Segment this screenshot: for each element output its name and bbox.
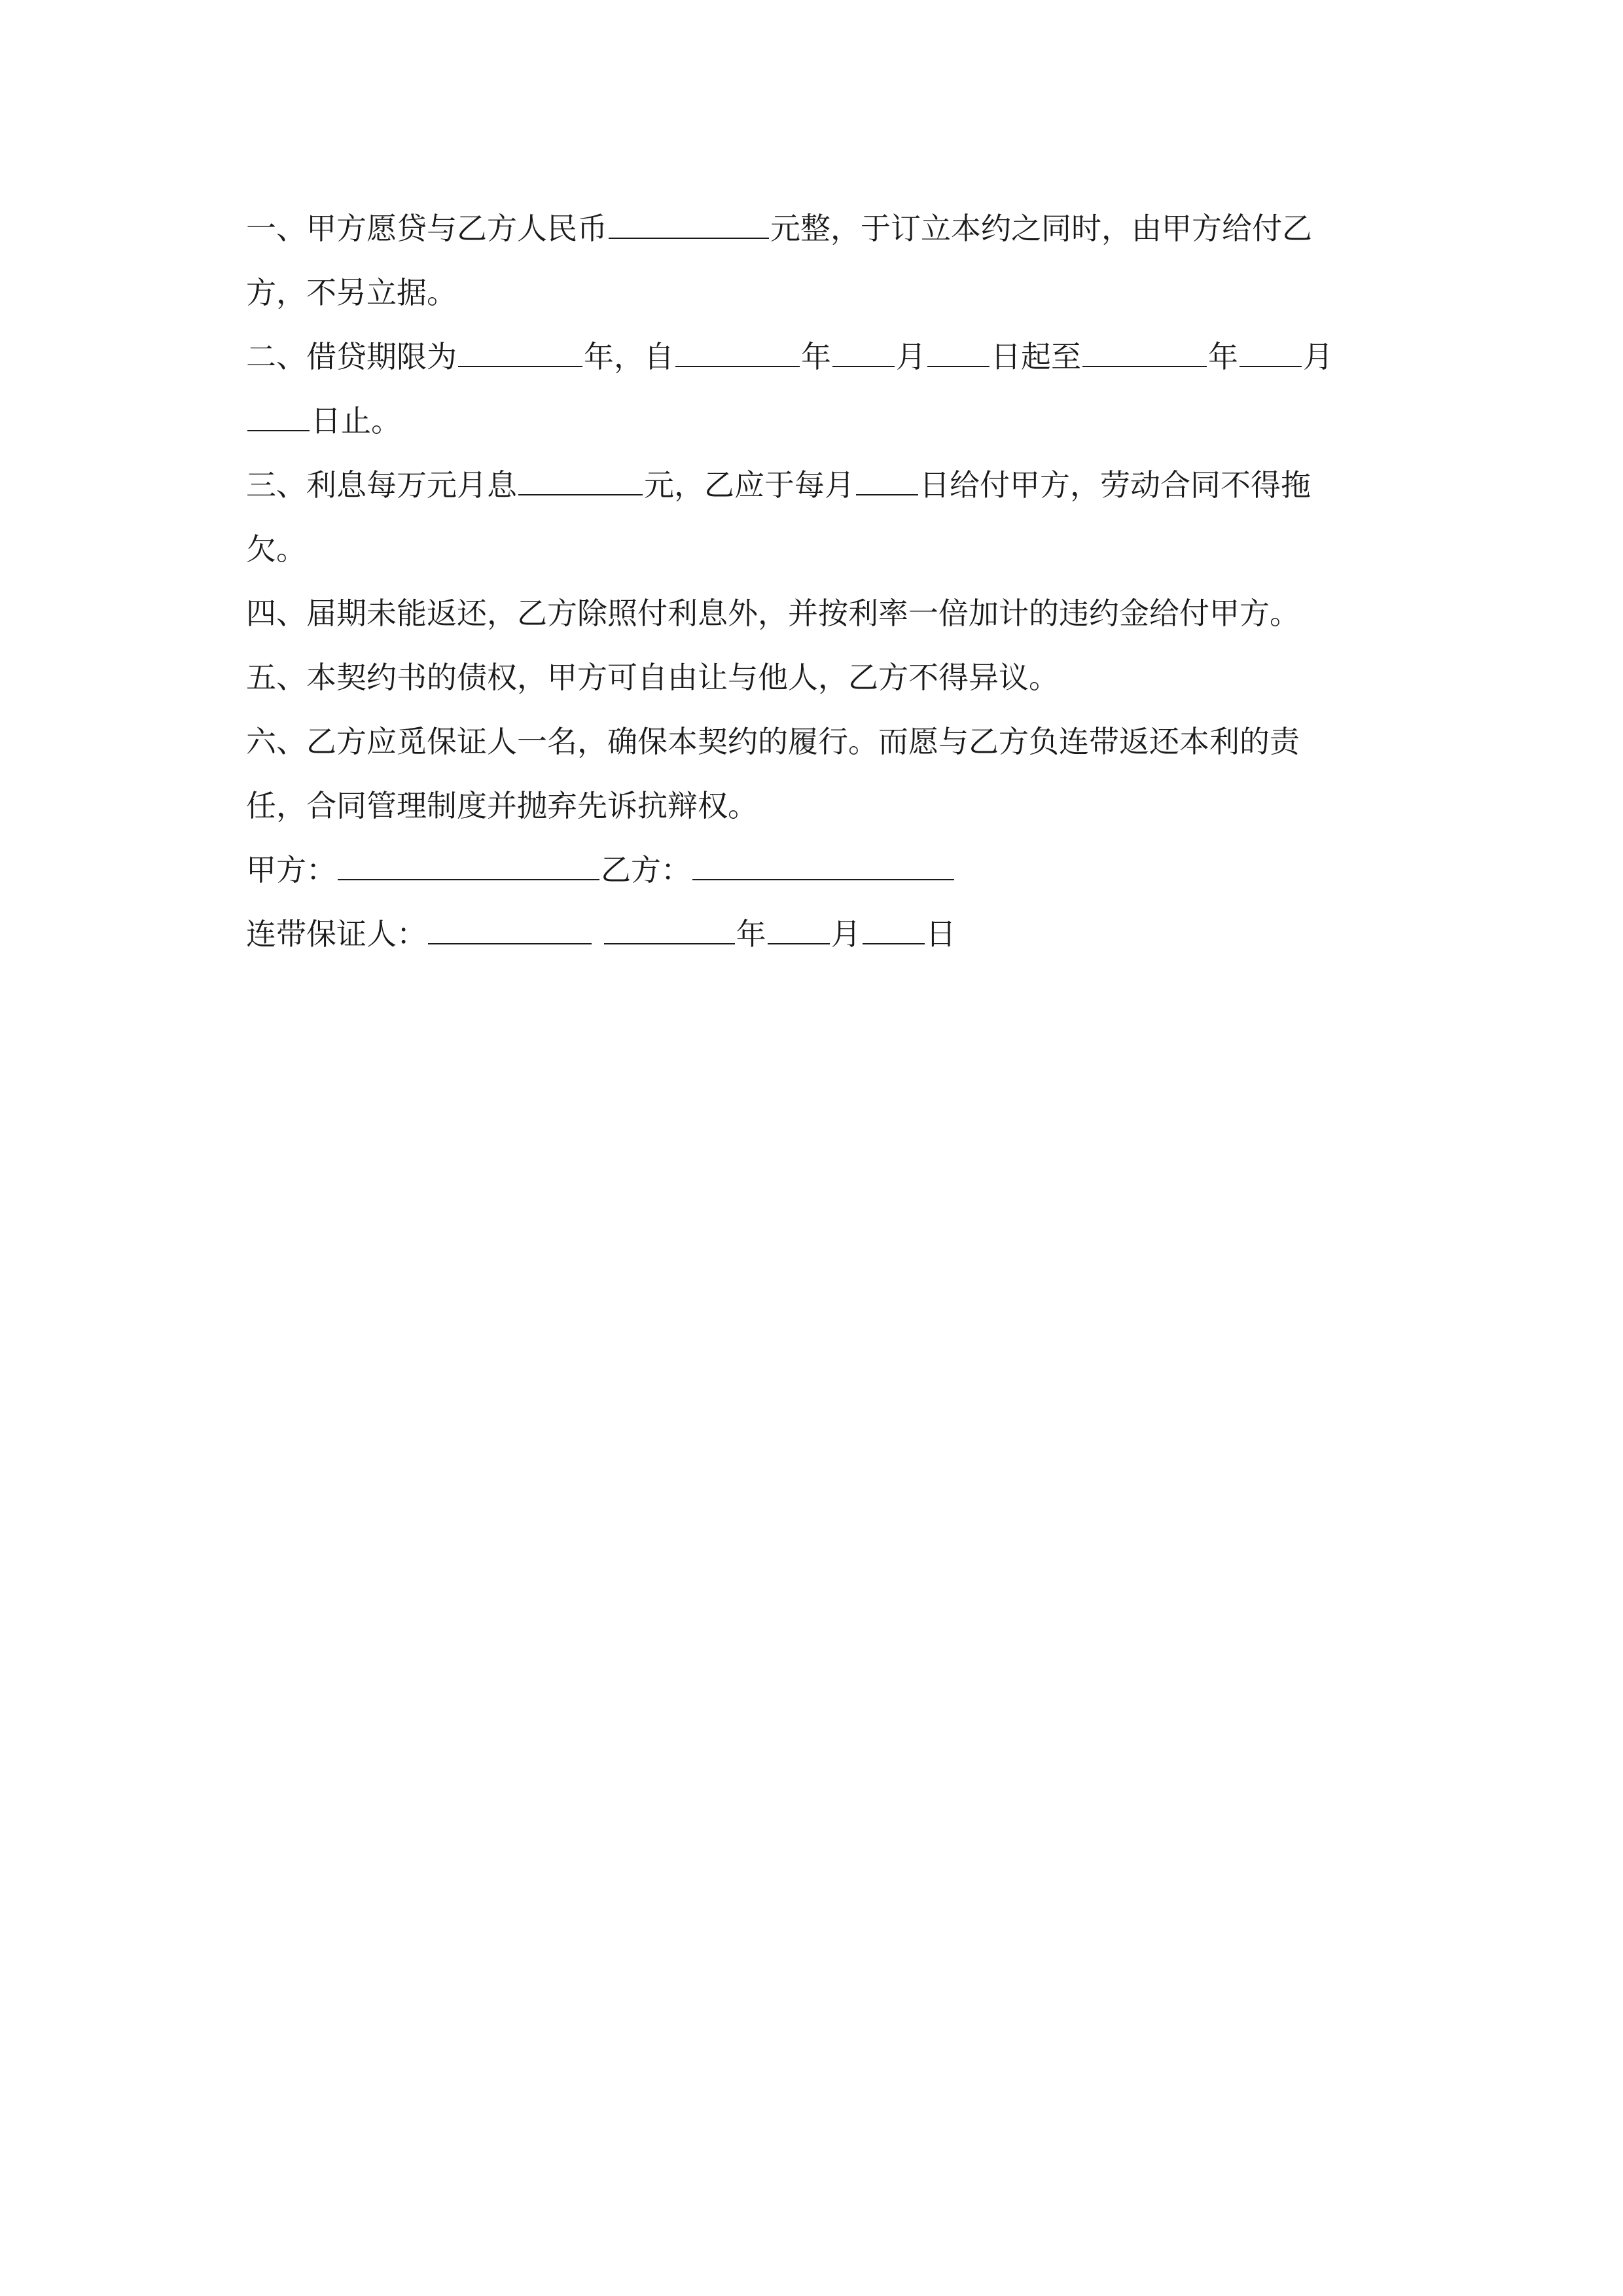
clause-2-text-c: 年	[801, 339, 831, 374]
clause-5	[246, 645, 1411, 709]
party-a-label: 甲方：	[246, 852, 336, 888]
clause-6-line-2	[246, 774, 1411, 838]
clause-6-text-b: 任，合同管理制度并抛弃先诉抗辩权。	[246, 788, 758, 823]
clause-6-text-a: 六、乙方应觅保证人一名，确保本契约的履行。而愿与乙方负连带返还本利的责	[246, 724, 1300, 759]
start-day-blank[interactable]	[927, 340, 990, 367]
clause-3-line-1	[246, 453, 1411, 517]
guarantor-label: 连带保证人：	[246, 916, 427, 952]
party-signature-line	[246, 838, 1411, 902]
loan-amount-blank[interactable]	[609, 211, 769, 239]
end-day-blank[interactable]	[247, 404, 310, 431]
party-b-signature-blank[interactable]	[692, 853, 954, 880]
clause-2-text-a: 二、借贷期限为	[246, 339, 457, 374]
clause-3-text-a: 三、利息每万元月息	[246, 467, 517, 503]
clause-2-text-f: 年	[1208, 339, 1238, 374]
sign-month-blank[interactable]	[768, 917, 830, 944]
clause-1-text-b: 元整，于订立本约之同时，由甲方给付乙	[770, 211, 1312, 246]
clause-6-line-1	[246, 709, 1411, 774]
end-year-blank[interactable]	[1082, 340, 1207, 367]
sign-year-blank[interactable]	[604, 917, 735, 944]
monthly-interest-blank[interactable]	[518, 468, 643, 495]
loan-term-years-blank[interactable]	[458, 340, 582, 367]
clause-1-text-c: 方，不另立据。	[246, 275, 457, 310]
clause-1-line-1	[246, 196, 1411, 260]
clause-3-text-d: 欠。	[246, 531, 306, 567]
payment-day-blank[interactable]	[856, 468, 918, 495]
start-year-blank[interactable]	[675, 340, 800, 367]
party-a-signature-blank[interactable]	[338, 853, 599, 880]
end-month-blank[interactable]	[1240, 340, 1302, 367]
clause-3-line-2	[246, 517, 1411, 581]
clause-4-text: 四、届期未能返还，乙方除照付利息外，并按利率一倍加计的违约金给付甲方。	[246, 596, 1300, 631]
party-b-label: 乙方：	[601, 852, 691, 888]
guarantor-signature-blank[interactable]	[428, 917, 592, 944]
clause-2-text-h: 日止。	[311, 403, 401, 439]
sign-day-label: 日	[925, 916, 956, 952]
clause-5-text: 五、本契约书的债权，甲方可自由让与他人，乙方不得异议。	[246, 660, 1059, 695]
clause-2-line-2	[246, 389, 1411, 453]
clause-3-text-c: 日给付甲方，劳动合同不得拖	[919, 467, 1311, 503]
clause-2-text-e: 日起至	[991, 339, 1081, 374]
start-month-blank[interactable]	[832, 340, 895, 367]
guarantor-signature-line	[246, 902, 1411, 966]
contract-body	[246, 196, 1411, 966]
sign-year-label: 年	[736, 916, 766, 952]
clause-2-text-g: 月	[1303, 339, 1333, 374]
clause-2-line-1	[246, 325, 1411, 389]
clause-1-line-2	[246, 260, 1411, 325]
sign-day-blank[interactable]	[863, 917, 925, 944]
clause-2-text-b: 年，自	[584, 339, 674, 374]
sign-month-label: 月	[830, 916, 861, 952]
clause-4	[246, 581, 1411, 645]
clause-3-text-b: 元，乙应于每月	[644, 467, 855, 503]
clause-2-text-d: 月	[896, 339, 926, 374]
clause-1-text-a: 一、甲方愿贷与乙方人民币	[246, 211, 607, 246]
